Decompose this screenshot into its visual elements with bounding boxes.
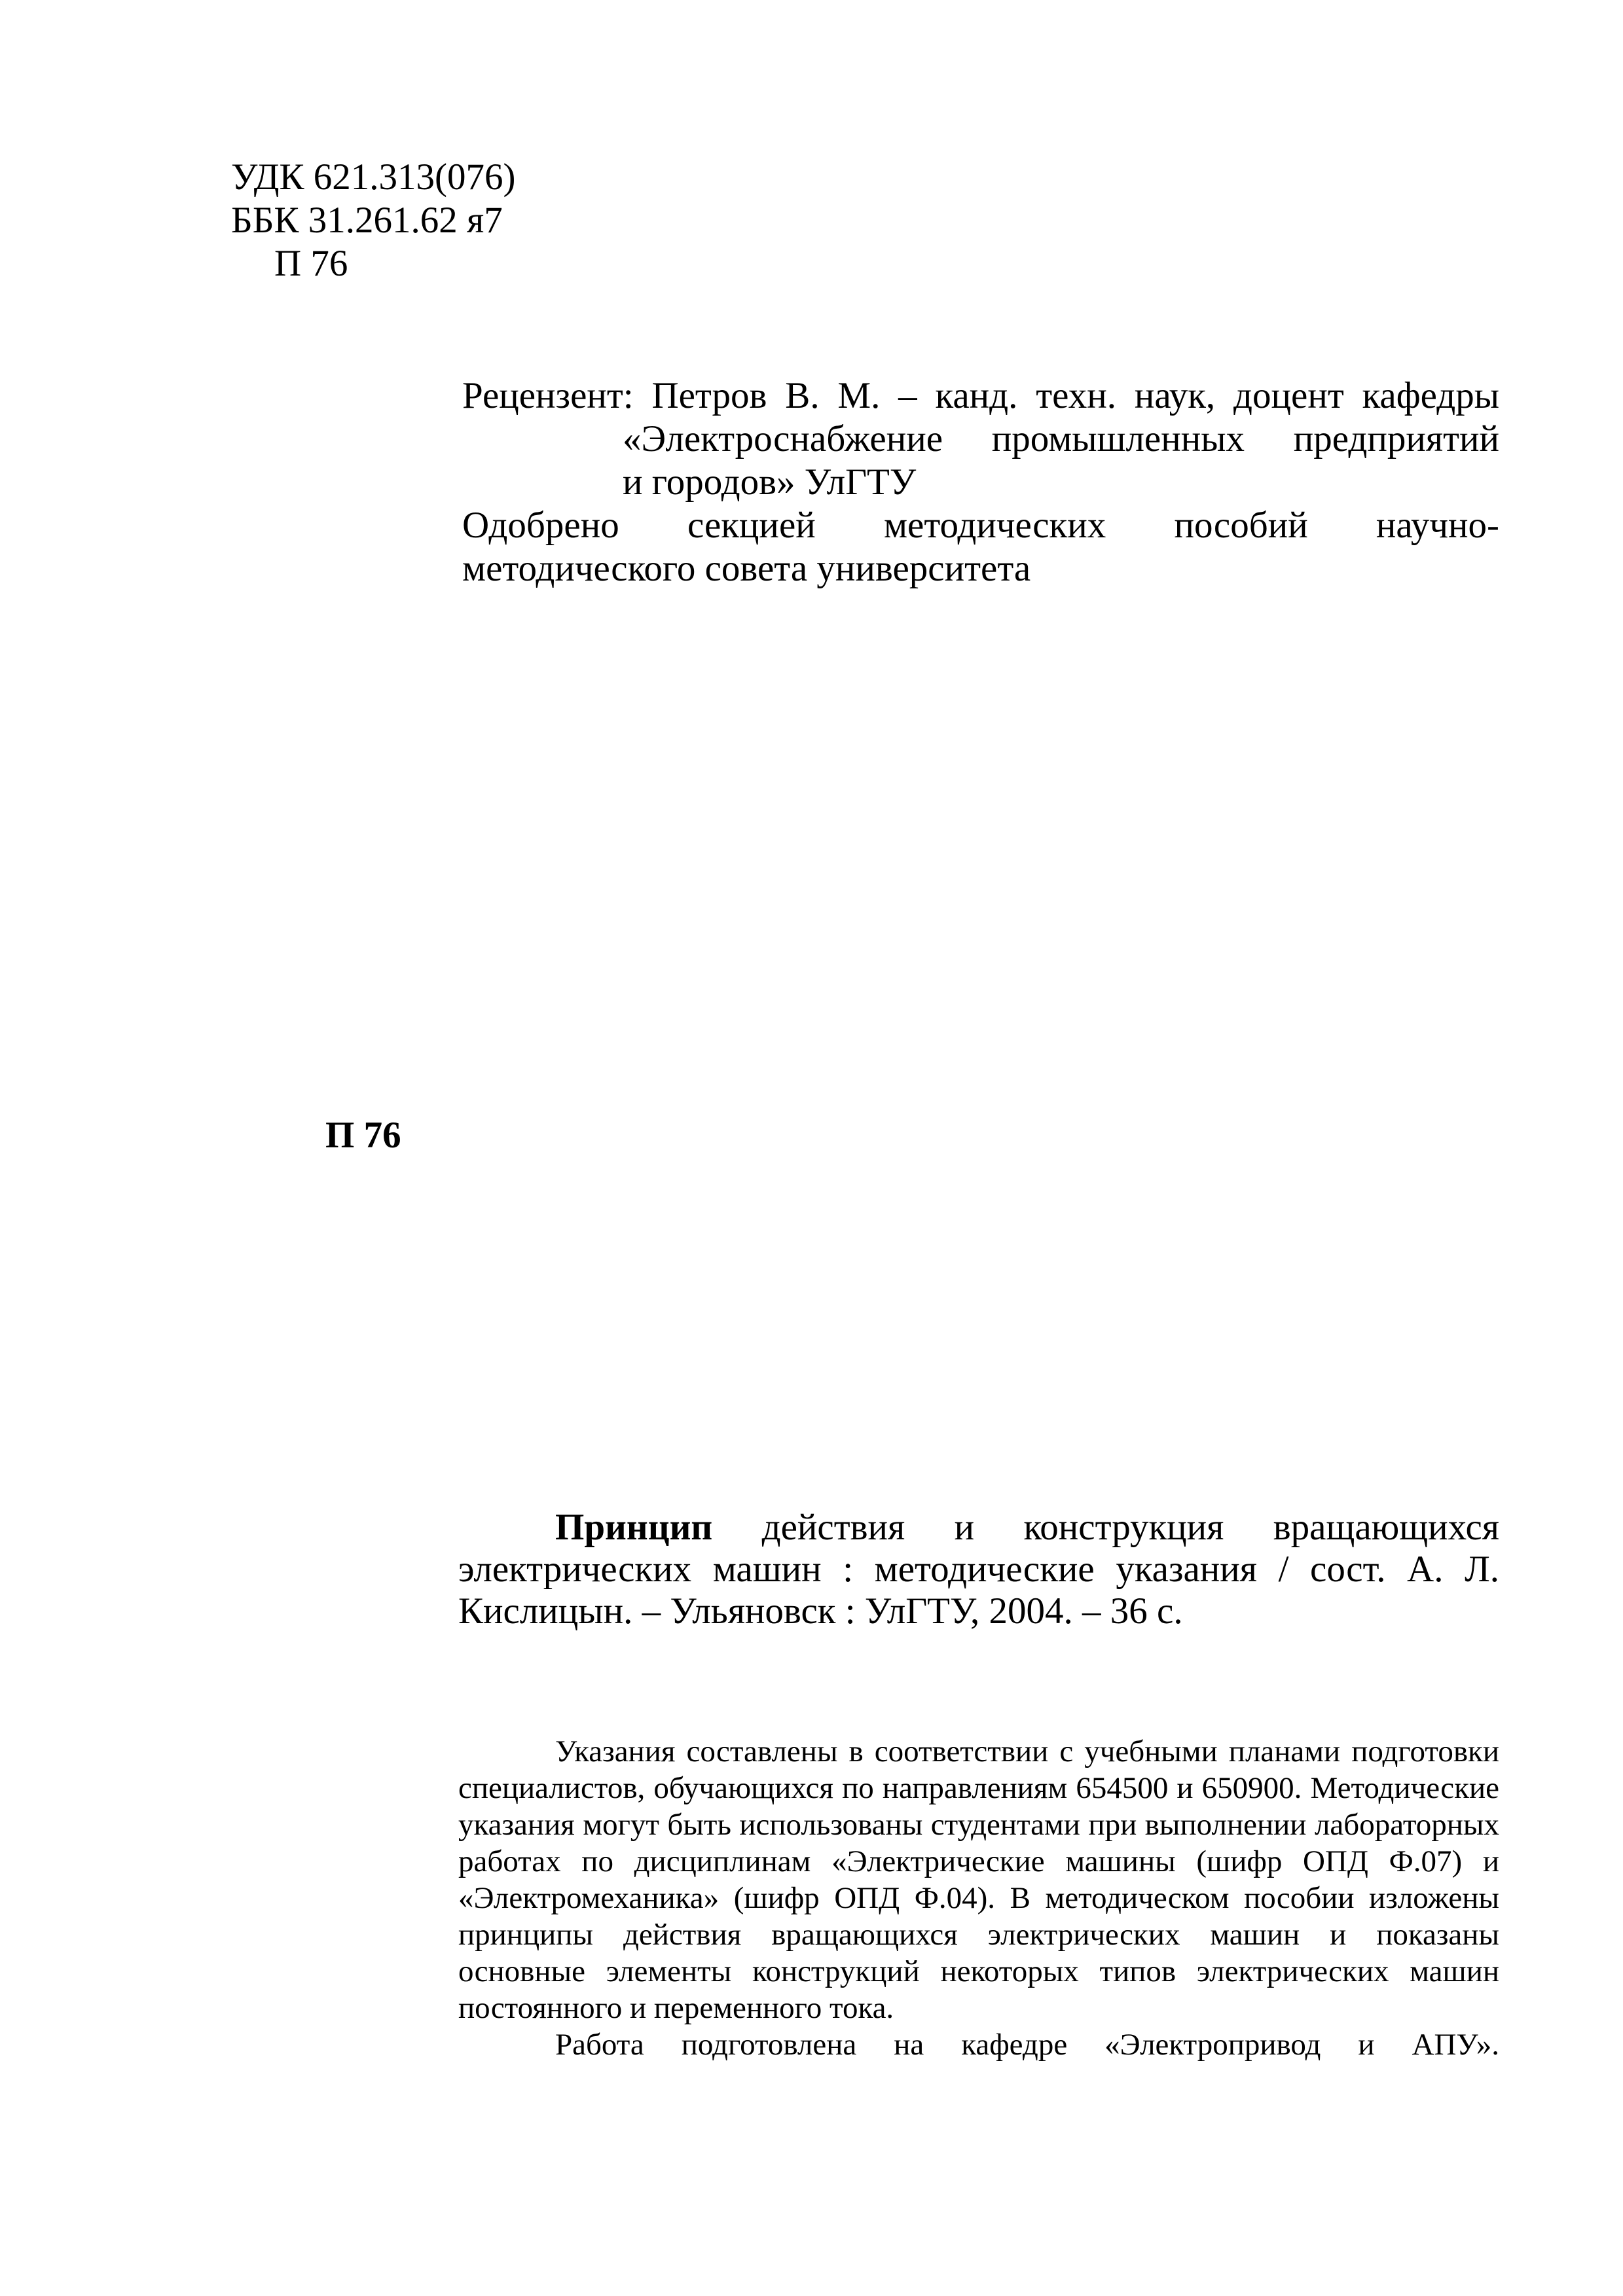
index-mark: П 76 <box>325 1115 401 1156</box>
reviewer-line-2: «Электроснабжение промышленных предприятий <box>623 418 1499 459</box>
reviewer-block <box>462 374 1499 590</box>
reviewer-line-3: и городов» УлГТУ <box>623 461 917 503</box>
bbk-code: ББК 31.261.62 я7 <box>231 200 503 241</box>
classification-codes <box>231 156 515 285</box>
approval-line-1: Одобрено секцией методических пособий научно- <box>462 505 1499 546</box>
bibliographic-record <box>458 1507 1499 1632</box>
reviewer-line-1: Рецензент: Петров В. М. – канд. техн. наук, доцент кафедры <box>462 375 1499 416</box>
biblio-description: действия и конструкция вращающихся электрических машин : методические указания / сост. А. Л. Кислицын. – Ульяновск : УлГТУ, 2004. – 36 с. <box>458 1507 1499 1632</box>
annotation-paragraph-1: Указания составлены в соответствии с учебными планами подготовки специалистов, обучающихся по направлениям 654500 и 650900. Методические указания могут быть использованы студентами при выполнении лабораторных работах по дисциплинам «Электрические машины (шифр ОПД Ф.07) и «Электромеханика» (шифр ОПД Ф.04). В методическом пособии изложены принципы действия вращающихся электрических машин и показаны основные элементы конструкций некоторых типов электрических машин постоянного и переменного тока. <box>458 1734 1499 2025</box>
author-mark: П 76 <box>274 243 348 284</box>
udk-code: УДК 621.313(076) <box>231 156 516 198</box>
approval-line-2: методического совета университета <box>462 548 1031 589</box>
annotation-paragraph-2: Работа подготовлена на кафедре «Электропривод и АПУ». <box>555 2028 1499 2062</box>
annotation <box>458 1733 1499 2063</box>
biblio-title-word: Принцип <box>555 1507 713 1548</box>
